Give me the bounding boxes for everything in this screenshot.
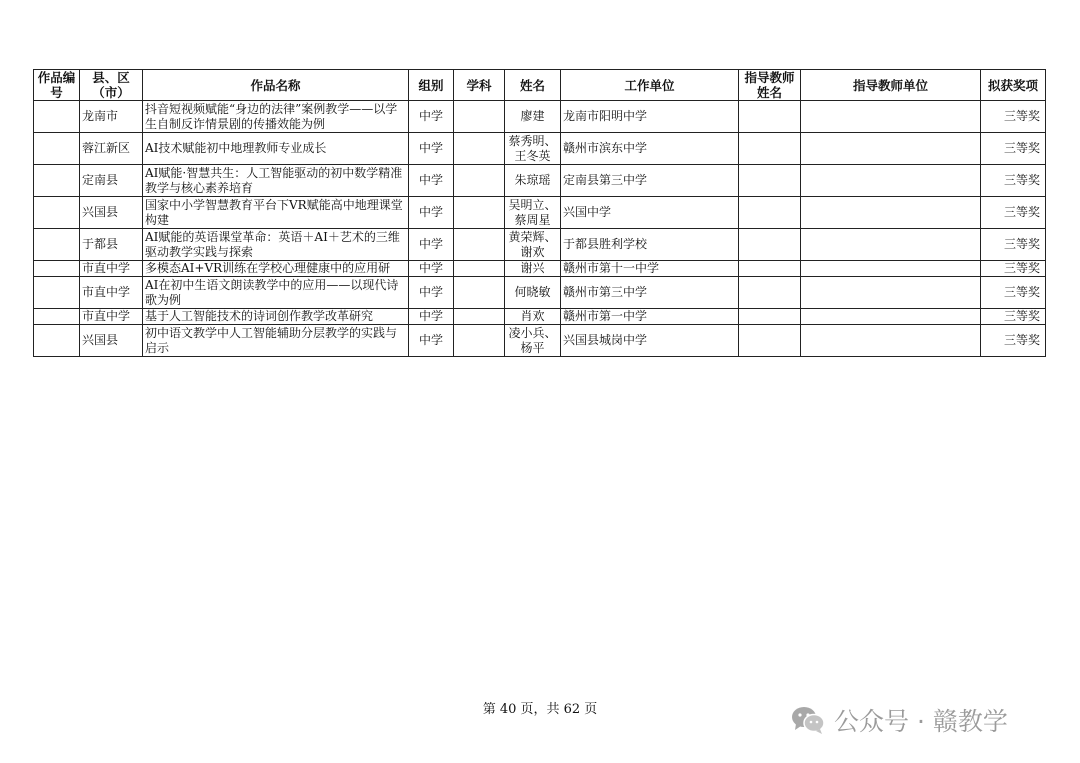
cell-unit: 赣州市滨东中学: [561, 133, 739, 165]
cell-group: 中学: [409, 133, 454, 165]
table-row: [34, 165, 1046, 197]
watermark: [790, 703, 1008, 737]
cell-id: [34, 197, 80, 229]
cell-county: 市直中学: [80, 277, 143, 309]
table-row: [34, 133, 1046, 165]
cell-teacher-unit: [801, 277, 981, 309]
cell-title: 基于人工智能技术的诗词创作教学改革研究: [143, 309, 409, 325]
cell-teacher-unit: [801, 309, 981, 325]
cell-id: [34, 309, 80, 325]
watermark-text: 公众号 · 赣教学: [834, 707, 1008, 736]
header-teacher-unit: 指导教师单位: [801, 70, 981, 101]
cell-group: 中学: [409, 165, 454, 197]
cell-id: [34, 229, 80, 261]
cell-teacher-unit: [801, 165, 981, 197]
cell-id: [34, 277, 80, 309]
header-subject: 学科: [454, 70, 505, 101]
header-teacher: 指导教师姓名: [739, 70, 801, 101]
cell-subject: [454, 261, 505, 277]
cell-title: 抖音短视频赋能“身边的法律”案例教学——以学生自制反诈情景剧的传播效能为例: [143, 101, 409, 133]
cell-subject: [454, 101, 505, 133]
table-header: [34, 70, 1046, 101]
cell-county: 兴国县: [80, 325, 143, 357]
header-award: 拟获奖项: [981, 70, 1046, 101]
cell-unit: 兴国县城岗中学: [561, 325, 739, 357]
cell-county: 龙南市: [80, 101, 143, 133]
page-number: 第 40 页，共 62 页: [482, 702, 598, 717]
cell-name: 黄荣辉、谢欢: [505, 229, 561, 261]
cell-group: 中学: [409, 197, 454, 229]
header-id: 作品编号: [34, 70, 80, 101]
cell-group: 中学: [409, 325, 454, 357]
cell-subject: [454, 165, 505, 197]
cell-id: [34, 101, 80, 133]
header-name: 姓名: [505, 70, 561, 101]
cell-award: 三等奖: [981, 277, 1046, 309]
cell-teacher: [739, 309, 801, 325]
cell-name: 肖欢: [505, 309, 561, 325]
cell-title: 初中语文教学中人工智能辅助分层教学的实践与启示: [143, 325, 409, 357]
cell-teacher-unit: [801, 261, 981, 277]
cell-title: AI技术赋能初中地理教师专业成长: [143, 133, 409, 165]
cell-county: 定南县: [80, 165, 143, 197]
cell-name: 谢兴: [505, 261, 561, 277]
cell-unit: 龙南市阳明中学: [561, 101, 739, 133]
cell-teacher: [739, 165, 801, 197]
cell-id: [34, 261, 80, 277]
table-row: [34, 325, 1046, 357]
cell-group: 中学: [409, 101, 454, 133]
cell-subject: [454, 325, 505, 357]
cell-teacher-unit: [801, 325, 981, 357]
wechat-icon: [790, 705, 826, 735]
cell-county: 蓉江新区: [80, 133, 143, 165]
cell-name: 蔡秀明、王冬英: [505, 133, 561, 165]
cell-teacher: [739, 261, 801, 277]
cell-teacher-unit: [801, 229, 981, 261]
cell-title: 国家中小学智慧教育平台下VR赋能高中地理课堂构建: [143, 197, 409, 229]
cell-unit: 赣州市第一中学: [561, 309, 739, 325]
cell-subject: [454, 229, 505, 261]
cell-teacher: [739, 277, 801, 309]
cell-subject: [454, 133, 505, 165]
cell-unit: 赣州市第十一中学: [561, 261, 739, 277]
cell-teacher: [739, 101, 801, 133]
table-row: [34, 197, 1046, 229]
cell-county: 市直中学: [80, 309, 143, 325]
cell-id: [34, 325, 80, 357]
cell-teacher: [739, 325, 801, 357]
cell-teacher-unit: [801, 101, 981, 133]
cell-name: 廖建: [505, 101, 561, 133]
cell-teacher: [739, 229, 801, 261]
cell-group: 中学: [409, 277, 454, 309]
cell-award: 三等奖: [981, 101, 1046, 133]
cell-name: 朱琼瑶: [505, 165, 561, 197]
header-title: 作品名称: [143, 70, 409, 101]
cell-unit: 赣州市第三中学: [561, 277, 739, 309]
header-unit: 工作单位: [561, 70, 739, 101]
cell-title: AI在初中生语文朗读教学中的应用——以现代诗歌为例: [143, 277, 409, 309]
cell-teacher: [739, 133, 801, 165]
cell-award: 三等奖: [981, 197, 1046, 229]
cell-name: 何晓敏: [505, 277, 561, 309]
cell-group: 中学: [409, 309, 454, 325]
cell-county: 兴国县: [80, 197, 143, 229]
cell-unit: 定南县第三中学: [561, 165, 739, 197]
cell-title: AI赋能·智慧共生：人工智能驱动的初中数学精准教学与核心素养培育: [143, 165, 409, 197]
cell-title: AI赋能的英语课堂革命：英语＋AI＋艺术的三维驱动教学实践与探索: [143, 229, 409, 261]
cell-county: 市直中学: [80, 261, 143, 277]
award-table: [33, 69, 1046, 357]
cell-subject: [454, 197, 505, 229]
table-row: [34, 229, 1046, 261]
cell-award: 三等奖: [981, 133, 1046, 165]
cell-teacher-unit: [801, 133, 981, 165]
table-row: [34, 101, 1046, 133]
cell-id: [34, 165, 80, 197]
cell-teacher-unit: [801, 197, 981, 229]
cell-award: 三等奖: [981, 229, 1046, 261]
table-row: [34, 309, 1046, 325]
cell-name: 吴明立、蔡周星: [505, 197, 561, 229]
cell-award: 三等奖: [981, 309, 1046, 325]
cell-title: 多模态AI+VR训练在学校心理健康中的应用研: [143, 261, 409, 277]
header-group: 组别: [409, 70, 454, 101]
table-body: [34, 101, 1046, 357]
cell-teacher: [739, 197, 801, 229]
cell-unit: 于都县胜利学校: [561, 229, 739, 261]
cell-group: 中学: [409, 229, 454, 261]
cell-county: 于都县: [80, 229, 143, 261]
cell-id: [34, 133, 80, 165]
table-row: [34, 261, 1046, 277]
cell-subject: [454, 277, 505, 309]
cell-name: 凌小兵、杨平: [505, 325, 561, 357]
cell-award: 三等奖: [981, 261, 1046, 277]
cell-group: 中学: [409, 261, 454, 277]
cell-unit: 兴国中学: [561, 197, 739, 229]
table-row: [34, 277, 1046, 309]
cell-award: 三等奖: [981, 165, 1046, 197]
cell-subject: [454, 309, 505, 325]
cell-award: 三等奖: [981, 325, 1046, 357]
header-county: 县、区（市）: [80, 70, 143, 101]
